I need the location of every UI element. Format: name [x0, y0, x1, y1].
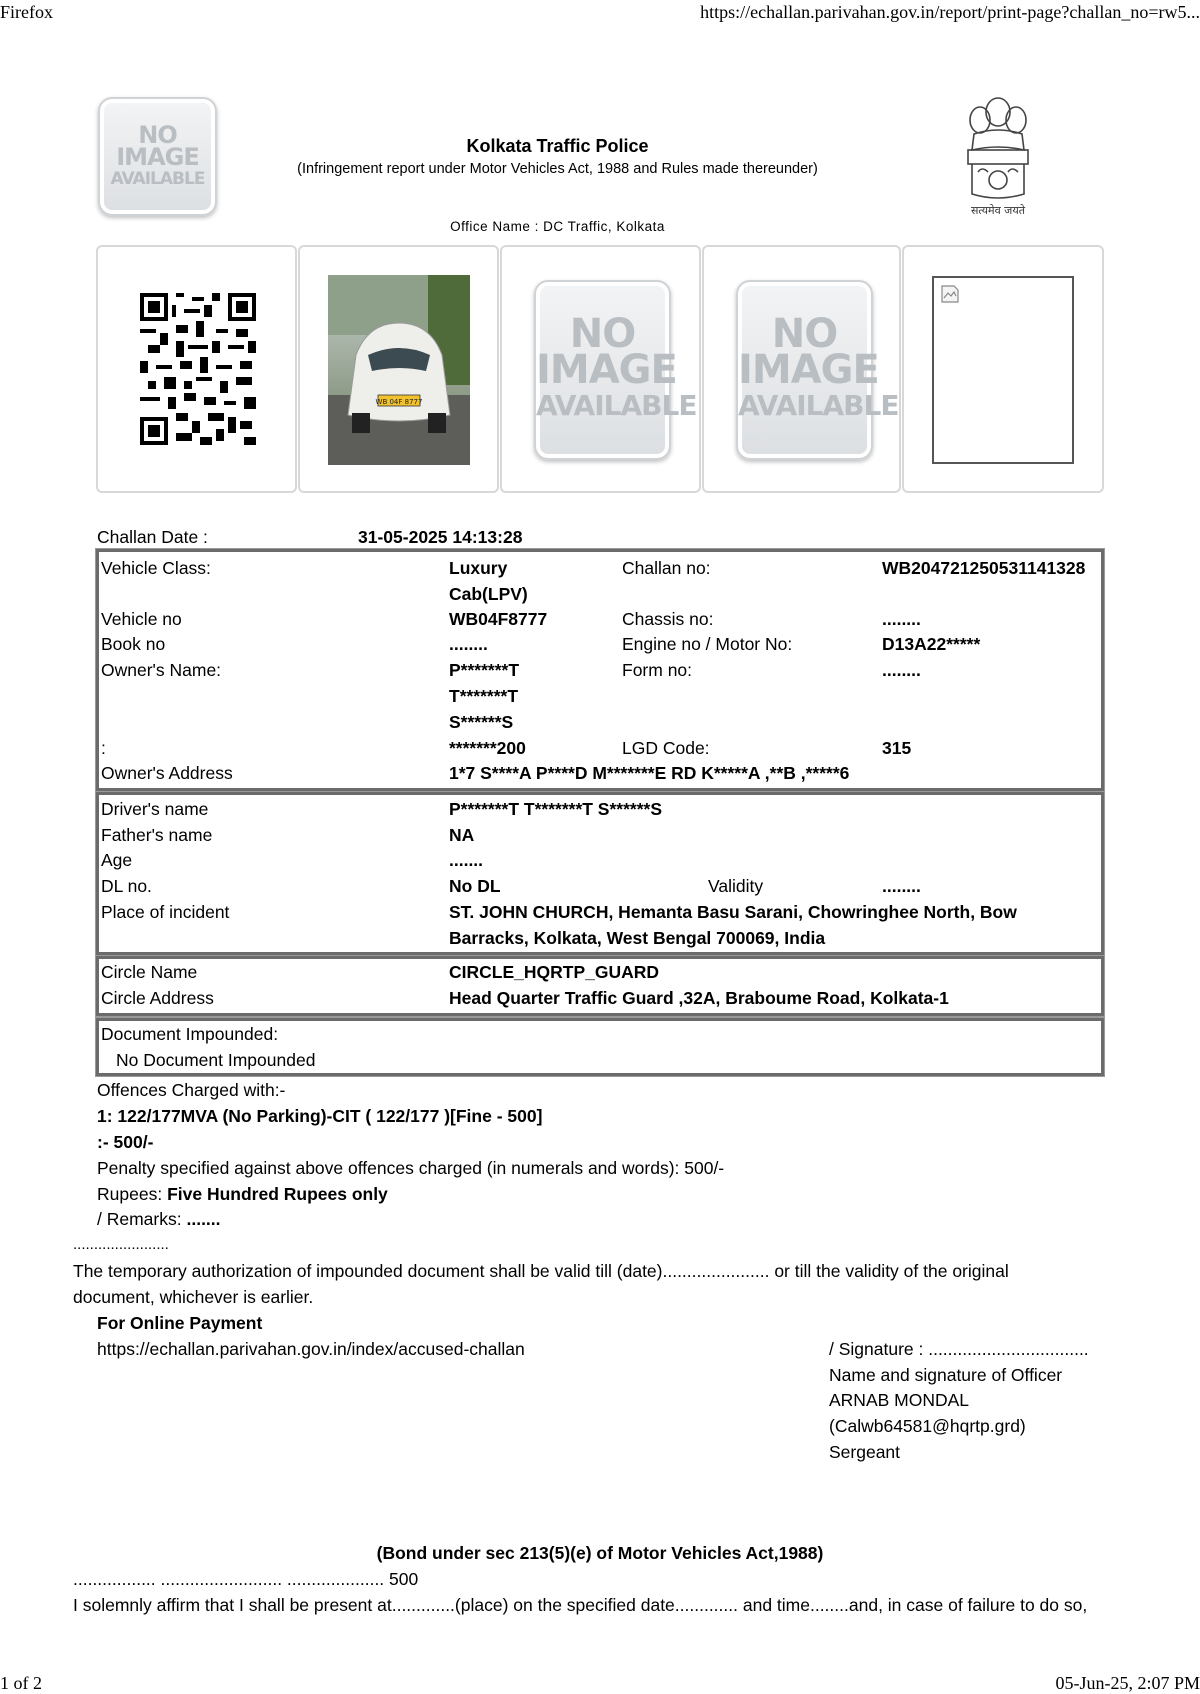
place-of-incident-label: Place of incident [101, 902, 230, 922]
father-name-label: Father's name [101, 825, 213, 845]
online-payment-heading: For Online Payment [97, 1313, 263, 1333]
emblem-motto: सत्यमेव जयते [970, 204, 1026, 217]
vehicle-class-value: Luxury [449, 558, 508, 578]
chassis-no-label: Chassis no: [622, 609, 714, 629]
engine-no-value: D13A22***** [882, 634, 981, 654]
vehicle-plate-text: WB 04F 8777 [375, 398, 423, 406]
national-emblem-icon [958, 90, 1038, 220]
broken-image-icon [940, 284, 960, 304]
officer-rank: Sergeant [829, 1442, 901, 1462]
circle-name-value: CIRCLE_HQRTP_GUARD [449, 962, 660, 982]
qr-code [140, 293, 256, 445]
lgd-code-value: 315 [882, 738, 912, 758]
dl-no-value: No DL [449, 876, 501, 896]
vehicle-no-value: WB04F8777 [449, 609, 548, 629]
form-no-value: ........ [882, 660, 921, 680]
age-value: ....... [449, 850, 484, 870]
page-indicator: 1 of 2 [0, 1673, 42, 1693]
online-payment-link[interactable]: https://echallan.parivahan.gov.in/index/accused-challan [97, 1339, 525, 1359]
circle-address-label: Circle Address [101, 988, 214, 1008]
page-subtitle: (Infringement report under Motor Vehicles Act, 1988 and Rules made thereunder) [297, 161, 818, 177]
penalty-line: Penalty specified against above offences charged (in numerals and words): 500/- [97, 1158, 725, 1178]
rupees-line [97, 1181, 388, 1207]
offence-total: :- 500/- [97, 1132, 154, 1152]
circle-address-value: Head Quarter Traffic Guard ,32A, Braboume Road, Kolkata-1 [449, 988, 949, 1008]
challan-date-value: 31-05-2025 14:13:28 [358, 527, 523, 547]
validity-label: Validity [708, 876, 764, 896]
driver-name-label: Driver's name [101, 799, 209, 819]
officer-caption: Name and signature of Officer [829, 1365, 1063, 1385]
remarks-value: ....... [186, 1209, 221, 1229]
owner-name-value-2: T*******T [449, 686, 519, 706]
remarks-label: / Remarks: [97, 1209, 182, 1229]
form-no-label: Form no: [622, 660, 693, 680]
rupees-label: Rupees: [97, 1184, 163, 1204]
chassis-no-value: ........ [882, 609, 921, 629]
logo-no-image: NO IMAGE AVAILABLE [98, 97, 217, 216]
owner-address-value: 1*7 S****A P****D M*******E RD K*****A ,**B ,*****6 [449, 763, 850, 783]
bond-heading: (Bond under sec 213(5)(e) of Motor Vehicles Act,1988) [376, 1543, 824, 1563]
offences-heading: Offences Charged with:- [97, 1080, 286, 1100]
officer-signature-line: / Signature : ................................. [829, 1339, 1089, 1359]
vehicle-photo [328, 275, 470, 465]
bond-line-2: I solemnly affirm that I shall be present at.............(place) on the specified date............. and time........and, in case of failure to do so, [73, 1595, 1088, 1615]
remarks-line [97, 1206, 221, 1232]
owner-name-value-3: S******S [449, 712, 514, 732]
masked-value: *******200 [449, 738, 526, 758]
father-name-value: NA [449, 825, 475, 845]
vehicle-class-label: Vehicle Class: [101, 558, 211, 578]
masked-label: : [101, 738, 106, 758]
no-image-placeholder: NO IMAGE AVAILABLE [534, 280, 671, 460]
book-no-label: Book no [101, 634, 166, 654]
browser-url: https://echallan.parivahan.gov.in/report/print-page?challan_no=rw5... [700, 2, 1200, 22]
rupees-value: Five Hundred Rupees only [167, 1184, 388, 1204]
page-title: Kolkata Traffic Police [466, 136, 649, 156]
authorization-line-1: The temporary authorization of impounded document shall be valid till (date)...................... or till the validity of the original [73, 1261, 1009, 1281]
officer-name: ARNAB MONDAL [829, 1390, 970, 1410]
place-of-incident-value-2: Barracks, Kolkata, West Bengal 700069, India [449, 928, 826, 948]
challan-no-value: WB204721250531141328 [882, 558, 1086, 578]
owner-address-label: Owner's Address [101, 763, 233, 783]
vehicle-details-box [96, 549, 1104, 791]
challan-no-label: Challan no: [622, 558, 711, 578]
lgd-code-label: LGD Code: [622, 738, 710, 758]
authorization-dots: ....................... [73, 1236, 169, 1253]
office-name: Office Name : DC Traffic, Kolkata [450, 219, 665, 234]
print-timestamp: 05-Jun-25, 2:07 PM [1055, 1673, 1200, 1693]
offence-item: 1: 122/177MVA (No Parking)-CIT ( 122/177 )[Fine - 500] [97, 1106, 543, 1126]
vehicle-class-value-2: Cab(LPV) [449, 584, 528, 604]
broken-image-frame [932, 276, 1074, 464]
age-label: Age [101, 850, 133, 870]
document-impounded-value: No Document Impounded [116, 1050, 316, 1070]
challan-date-label: Challan Date : [97, 527, 208, 547]
document-impounded-label: Document Impounded: [101, 1024, 279, 1044]
authorization-line-2: document, whichever is earlier. [73, 1287, 314, 1307]
owner-name-label: Owner's Name: [101, 660, 222, 680]
vehicle-no-label: Vehicle no [101, 609, 182, 629]
owner-name-value: P*******T [449, 660, 520, 680]
book-no-value: ........ [449, 634, 488, 654]
dl-no-label: DL no. [101, 876, 152, 896]
officer-id: (Calwb64581@hqrtp.grd) [829, 1416, 1026, 1436]
driver-name-value: P*******T T*******T S******S [449, 799, 663, 819]
validity-value: ........ [882, 876, 921, 896]
circle-name-label: Circle Name [101, 962, 198, 982]
browser-app-name: Firefox [0, 2, 53, 22]
engine-no-label: Engine no / Motor No: [622, 634, 793, 654]
bond-line-1: ................. ......................... .................... 500 [73, 1569, 419, 1589]
place-of-incident-value: ST. JOHN CHURCH, Hemanta Basu Sarani, Chowringhee North, Bow [449, 902, 1017, 922]
no-image-placeholder: NO IMAGE AVAILABLE [736, 280, 873, 460]
